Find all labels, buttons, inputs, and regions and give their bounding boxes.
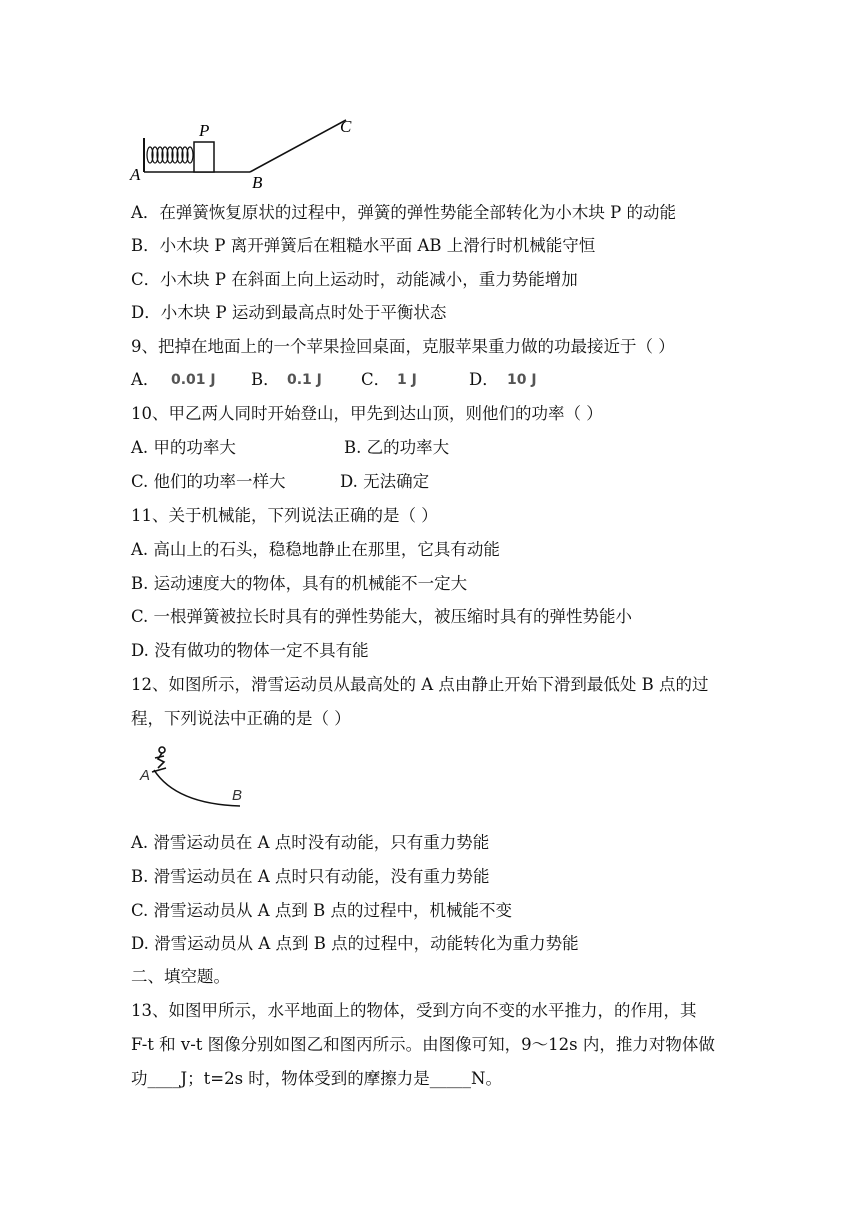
skier-icon	[152, 747, 166, 772]
q9-letter-d: D．	[469, 370, 499, 389]
slope-label-b: B	[232, 787, 243, 804]
q10-stem: 10、甲乙两人同时开始登山，甲先到达山顶，则他们的功率（ ）	[131, 404, 603, 423]
q9-stem: 9、把掉在地面上的一个苹果捡回桌面，克服苹果重力做的功最接近于（ ）	[131, 337, 675, 356]
label-b: B	[252, 173, 263, 192]
spring	[147, 147, 193, 163]
q9-letter-a: A．	[131, 370, 160, 389]
q12-option-a: A. 滑雪运动员在 A 点时没有动能，只有重力势能	[131, 833, 490, 852]
q8-option-b: B．小木块 P 离开弹簧后在粗糙水平面 AB 上滑行时机械能守恒	[131, 236, 596, 255]
q11-option-b: B. 运动速度大的物体，具有的机械能不一定大	[131, 574, 468, 593]
q10-option-c: C. 他们的功率一样大	[131, 472, 286, 491]
q13-line2: F-t 和 v-t 图像分别如图乙和图丙所示。由图像可知，9～12s 内，推力对物体做	[131, 1035, 715, 1054]
q12-option-b: B. 滑雪运动员在 A 点时只有动能，没有重力势能	[131, 867, 490, 886]
block-p	[194, 142, 214, 172]
q11-option-d: D. 没有做功的物体一定不具有能	[131, 641, 369, 660]
q12-stem-line2: 程，下列说法中正确的是（ ）	[131, 709, 351, 728]
q11-option-c: C. 一根弹簧被拉长时具有的弹性势能大，被压缩时具有的弹性势能小	[131, 607, 633, 626]
q10-option-d: D. 无法确定	[340, 472, 430, 491]
q9-value-a: 0.01 J	[171, 372, 216, 388]
spring-block-incline-figure	[128, 112, 360, 192]
q11-stem: 11、关于机械能，下列说法正确的是（ ）	[131, 506, 438, 525]
slope-label-a: A	[140, 767, 151, 784]
q10-option-a: A. 甲的功率大	[131, 438, 236, 457]
q12-option-c: C. 滑雪运动员从 A 点到 B 点的过程中，机械能不变	[131, 901, 513, 920]
q9-value-c: 1 J	[397, 372, 417, 388]
q9-value-d: 10 J	[507, 372, 537, 388]
q9-value-b: 0.1 J	[287, 372, 322, 388]
label-c: C	[340, 117, 352, 136]
q8-option-d: D．小木块 P 运动到最高点时处于平衡状态	[131, 303, 447, 322]
q13-line1: 13、如图甲所示，水平地面上的物体，受到方向不变的水平推力，的作用，其	[131, 1001, 697, 1020]
q9-options	[131, 369, 581, 393]
q9-letter-c: C．	[361, 370, 391, 389]
section-heading: 二、填空题。	[131, 967, 230, 986]
q12-stem-line1: 12、如图所示，滑雪运动员从最高处的 A 点由静止开始下滑到最低处 B 点的过	[131, 675, 709, 694]
q10-option-b: B. 乙的功率大	[344, 438, 450, 457]
q8-option-a: A．在弹簧恢复原状的过程中，弹簧的弹性势能全部转化为小木块 P 的动能	[131, 203, 677, 222]
skier-slope-figure	[136, 740, 252, 814]
label-a: A	[130, 165, 141, 184]
q9-letter-b: B．	[251, 370, 280, 389]
q13-line3: 功____J；t=2s 时，物体受到的摩擦力是_____N。	[131, 1069, 502, 1088]
label-p: P	[199, 121, 210, 140]
q12-option-d: D. 滑雪运动员从 A 点到 B 点的过程中，动能转化为重力势能	[131, 934, 579, 953]
q8-option-c: C．小木块 P 在斜面上向上运动时，动能减小，重力势能增加	[131, 270, 578, 289]
q11-option-a: A. 高山上的石头，稳稳地静止在那里，它具有动能	[131, 540, 500, 559]
